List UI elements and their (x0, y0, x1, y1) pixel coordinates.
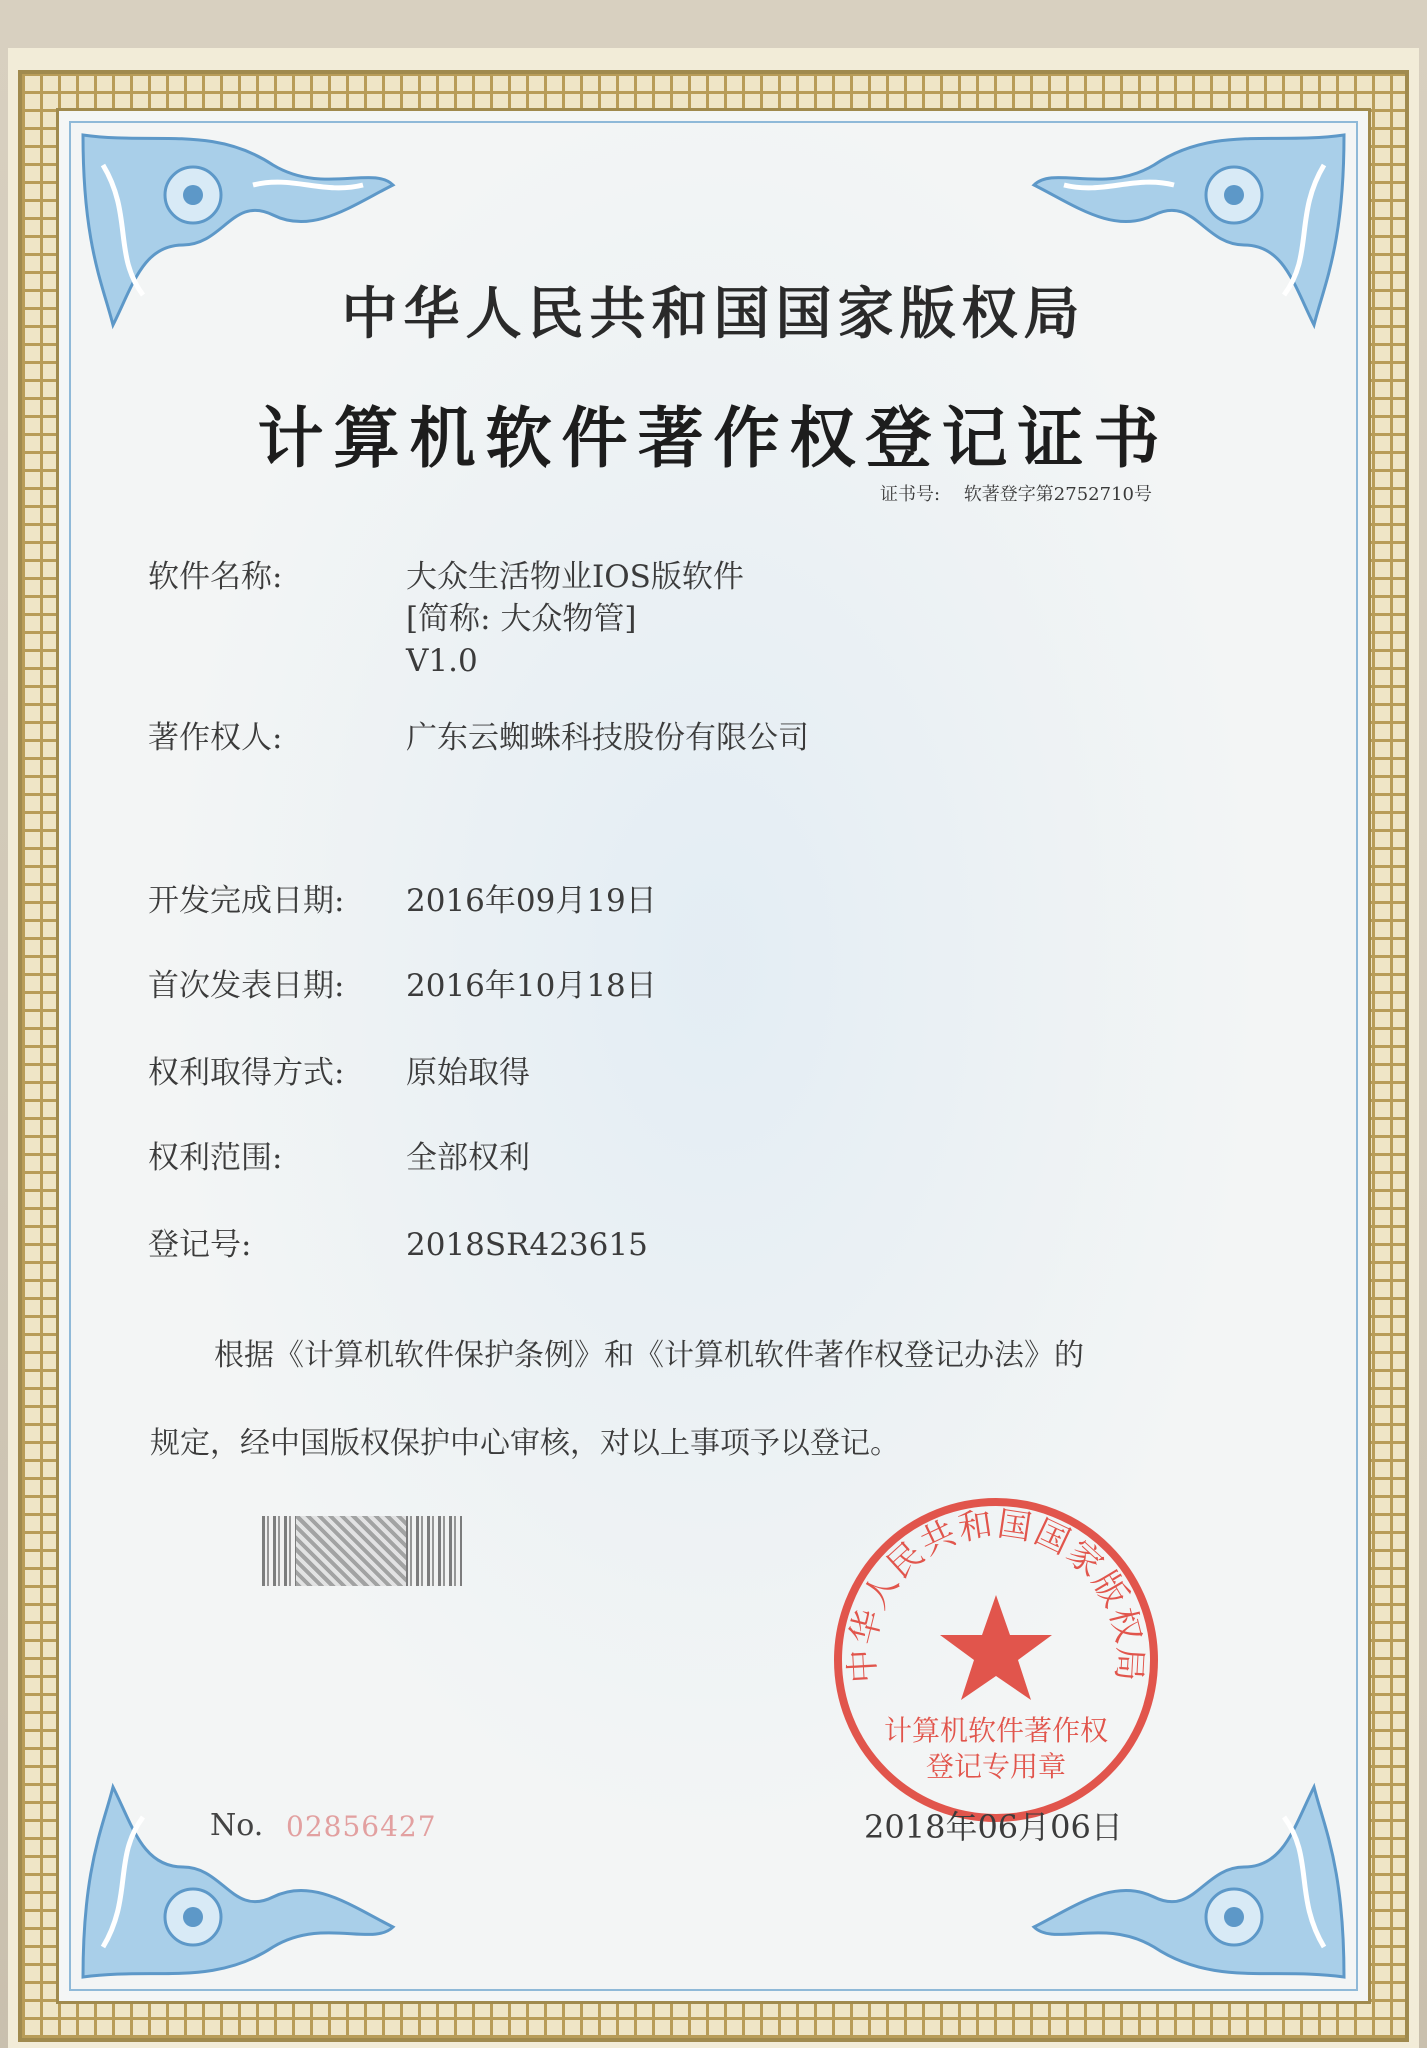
certificate-number-label: 证书号: (880, 484, 941, 505)
field-rights-scope (148, 1137, 530, 1179)
field-label: 开发完成日期: (148, 883, 345, 919)
certificate-title: 计算机软件著作权登记证书 (257, 399, 1170, 477)
field-label: 权利取得方式: (148, 1055, 345, 1091)
software-version-line: V1.0 (406, 643, 478, 679)
barcode-redacted (296, 1516, 406, 1586)
field-value: 广东云蜘蛛科技股份有限公司 (406, 720, 809, 756)
field-value: 2016年09月19日 (406, 883, 657, 919)
field-value (406, 556, 744, 682)
barcode (262, 1516, 462, 1586)
corner-ornament-bottom-left (73, 1737, 403, 1987)
field-software-name (148, 556, 744, 682)
seal-ring-text: 中华人民共和国国家版权局 (842, 1504, 1150, 1685)
certificate-number (880, 480, 1152, 506)
field-dev-completion-date (148, 880, 657, 922)
serial-number: 02856427 (286, 1810, 437, 1843)
serial-label: No. (210, 1808, 264, 1843)
field-label: 首次发表日期: (148, 968, 345, 1004)
seal-center-line2: 登记专用章 (925, 1750, 1067, 1783)
field-label: 软件名称: (148, 559, 283, 595)
field-value: 2018SR423615 (406, 1227, 648, 1263)
field-label: 登记号: (148, 1227, 252, 1263)
legal-statement-line2: 规定，经中国版权保护中心审核，对以上事项予以登记。 (150, 1426, 900, 1461)
field-value: 原始取得 (406, 1055, 530, 1091)
field-label: 著作权人: (148, 720, 283, 756)
issuer-title: 中华人民共和国国家版权局 (341, 281, 1086, 347)
seal-center-line1: 计算机软件著作权 (883, 1714, 1109, 1747)
field-copyright-owner (148, 717, 809, 759)
field-registration-no (148, 1224, 648, 1266)
legal-statement (150, 1312, 1280, 1488)
field-label: 权利范围: (148, 1140, 283, 1176)
official-seal (826, 1490, 1166, 1830)
legal-statement-line1: 根据《计算机软件保护条例》和《计算机软件著作权登记办法》的 (214, 1338, 1084, 1373)
field-value: 全部权利 (406, 1140, 530, 1176)
certificate-number-value: 软著登字第2752710号 (963, 484, 1152, 505)
field-value: 2016年10月18日 (406, 968, 657, 1004)
software-short-name-line: [简称: 大众物管] (406, 601, 637, 637)
field-first-publish-date (148, 965, 657, 1007)
issue-date: 2018年06月06日 (864, 1808, 1123, 1846)
field-acquisition-method (148, 1052, 530, 1094)
software-name-line: 大众生活物业IOS版软件 (406, 559, 744, 595)
